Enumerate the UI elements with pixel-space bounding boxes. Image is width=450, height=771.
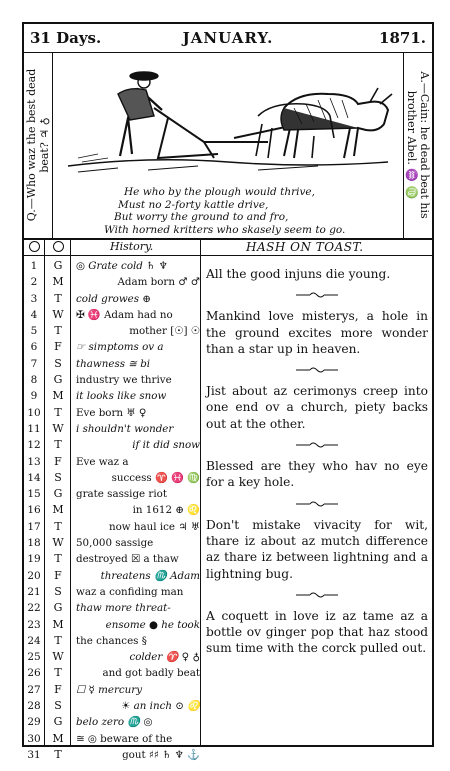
- history-entry: if it did snow: [132, 439, 200, 452]
- illustration-panel: [24, 52, 432, 240]
- day-number: 24: [27, 634, 41, 647]
- day-number: 14: [27, 471, 41, 484]
- day-number: 7: [30, 357, 38, 370]
- table-row: [24, 731, 202, 747]
- table-row: [24, 682, 202, 698]
- separator: [206, 491, 428, 517]
- month-header: [24, 24, 432, 53]
- history-entry: thaw more threat-: [76, 602, 171, 615]
- history-entry: success ♈ ♓ ♍: [111, 471, 200, 484]
- table-row: [24, 519, 202, 535]
- weekday-letter: M: [52, 731, 64, 745]
- table-row: [24, 454, 202, 470]
- history-entry: ☀ an inch ⊙ ♌: [121, 700, 200, 713]
- verse-line: But worry the ground to and fro,: [114, 211, 289, 223]
- saying: All the good injuns die young.: [206, 267, 391, 281]
- day-number: 19: [27, 553, 41, 566]
- weekday-letter: W: [52, 421, 64, 435]
- separator: [206, 432, 428, 458]
- weekday-letter: T: [54, 438, 62, 452]
- weekday-letter: M: [52, 275, 64, 289]
- history-entry: now haul ice ♃ ♅: [108, 520, 200, 533]
- weekday-letter: T: [54, 552, 62, 566]
- weekday-letter: W: [52, 650, 64, 664]
- moon-icon: [53, 241, 64, 252]
- day-number: 29: [27, 716, 41, 729]
- table-row: [24, 486, 202, 502]
- day-number: 22: [27, 602, 41, 615]
- table-row: [24, 307, 202, 323]
- table-row: [24, 339, 202, 355]
- day-number: 13: [27, 455, 41, 468]
- sayings: [202, 258, 432, 657]
- weekday-letter: G: [53, 715, 63, 729]
- history-entry: ☞ simptoms ov a: [76, 341, 164, 354]
- history-entry: the chances §: [76, 634, 147, 647]
- weekday-letter: S: [54, 356, 62, 370]
- weekday-letter: S: [54, 699, 62, 713]
- weekday-letter: S: [54, 584, 62, 598]
- weekday-letter: T: [54, 405, 62, 419]
- history-entry: colder ♈ ♀ ♁: [129, 651, 200, 664]
- weekday-letter: W: [52, 307, 64, 321]
- history-entry: ✠ ♓ Adam had no: [76, 308, 173, 321]
- day-number: 16: [27, 504, 41, 517]
- history-entry: grate sassige riot: [76, 488, 167, 501]
- weekday-letter: W: [52, 536, 64, 550]
- weekday-letter: F: [54, 340, 62, 354]
- history-entry: mother [☉] ☉: [129, 325, 200, 338]
- moon-icon: [29, 241, 40, 252]
- history-entry: 50,000 sassige: [76, 537, 154, 550]
- table-row: [24, 388, 202, 404]
- day-number: 25: [27, 651, 41, 664]
- history-entry: gout ♯♯ ♄ ♆ ⚓: [122, 748, 200, 761]
- table-row: [24, 633, 202, 649]
- table-row: [24, 617, 202, 633]
- history-entry: and got badly beat: [102, 667, 200, 680]
- history-entry: Eve born ♅ ♀: [76, 406, 147, 419]
- saying: Jist about az cerimonys creep into one end ov a church, piety backs out at the other.: [206, 384, 428, 431]
- table-row: [24, 437, 202, 453]
- verse: [104, 186, 384, 236]
- separator: [206, 582, 428, 608]
- table-row: [24, 291, 202, 307]
- table-row: [24, 323, 202, 339]
- weekday-letter: G: [53, 373, 63, 387]
- weekday-letter: F: [54, 454, 62, 468]
- verse-line: With horned kritters who skasely seem to go.: [104, 223, 346, 236]
- history-entry: Adam born ♂ ♂: [117, 276, 200, 289]
- weekday-letter: M: [52, 617, 64, 631]
- saying: Blessed are they who hav no eye for a key hole.: [206, 459, 428, 490]
- saying: A coquett in love iz az tame az a bottle ov ginger pop that haz stood sum time with the corck pulled out.: [206, 608, 428, 656]
- month-title: JANUARY.: [182, 29, 274, 47]
- weekday-letter: F: [54, 682, 62, 696]
- day-number: 23: [27, 618, 41, 631]
- weekday-letter: S: [54, 470, 62, 484]
- history-entry: Eve waz a: [76, 455, 129, 468]
- separator: [206, 282, 428, 308]
- day-number: 31: [27, 748, 41, 761]
- day-number: 6: [30, 341, 38, 354]
- day-number: 4: [30, 308, 38, 321]
- weekday-letter: T: [54, 291, 62, 305]
- day-number: 11: [27, 422, 41, 435]
- almanac-page: [22, 22, 434, 761]
- verse-line: He who by the plough would thrive,: [124, 186, 315, 198]
- table-row: [24, 747, 202, 763]
- table-row: [24, 258, 202, 274]
- separator: [206, 357, 428, 383]
- day-number: 9: [30, 390, 38, 403]
- calendar-table: [24, 238, 432, 761]
- history-entry: in 1612 ⊕ ♌: [132, 504, 200, 517]
- day-number: 17: [27, 520, 41, 533]
- weekday-letter: M: [52, 503, 64, 517]
- weekday-letter: G: [53, 487, 63, 501]
- table-row: [24, 535, 202, 551]
- history-entry: belo zero ♏ ◎: [76, 716, 153, 729]
- table-row: [24, 584, 202, 600]
- day-number: 18: [27, 537, 41, 550]
- weekday-letter: F: [54, 568, 62, 582]
- history-entry: ◎ Grate cold ♄ ♆: [76, 260, 168, 272]
- question-column: [24, 52, 53, 238]
- table-row: [24, 421, 202, 437]
- day-number: 5: [30, 325, 38, 338]
- day-number: 30: [27, 732, 41, 745]
- day-number: 26: [27, 667, 41, 680]
- day-number: 10: [27, 406, 41, 419]
- table-row: [24, 568, 202, 584]
- hash-on-toast-header: HASH ON TOAST.: [246, 240, 364, 254]
- table-row: [24, 551, 202, 567]
- answer-text: A.—Cain: he dead beat his brother Abel. ♒ ♍: [405, 71, 431, 219]
- verse-line: Must no 2-forty kattle drive,: [118, 198, 269, 211]
- history-entry: i shouldn't wonder: [76, 422, 174, 435]
- history-entry: cold growes ⊕: [76, 292, 151, 305]
- day-rows: [24, 258, 202, 763]
- weekday-letter: T: [54, 633, 62, 647]
- history-entry: threatens ♏ Adam: [100, 569, 200, 582]
- ploughing-illustration: [58, 58, 398, 178]
- day-number: 27: [27, 683, 41, 696]
- day-number: 1: [30, 260, 38, 272]
- history-entry: ensome ● he took: [105, 618, 200, 631]
- day-number: 15: [27, 488, 41, 501]
- weekday-letter: M: [52, 389, 64, 403]
- days-count: 31 Days.: [30, 29, 102, 47]
- weekday-letter: T: [54, 519, 62, 533]
- day-number: 28: [27, 700, 41, 713]
- table-row: [24, 405, 202, 421]
- saying: Mankind love misterys, a hole in the ground excites more wonder than a star up in heaven.: [206, 309, 428, 356]
- table-row: [24, 665, 202, 681]
- history-entry: thawness ≅ bi: [76, 357, 151, 370]
- weekday-letter: T: [54, 747, 62, 761]
- table-row: [24, 698, 202, 714]
- history-entry: ☐ ☿ mercury: [76, 683, 143, 696]
- history-entry: it looks like snow: [76, 390, 167, 403]
- weekday-letter: G: [53, 259, 63, 272]
- table-row: [24, 274, 202, 290]
- history-header: History.: [110, 240, 154, 253]
- weekday-letter: G: [53, 601, 63, 615]
- day-number: 21: [27, 585, 41, 598]
- history-entry: destroyed ☒ a thaw: [76, 553, 179, 566]
- year: 1871.: [379, 29, 426, 47]
- saying: Don't mistake vivacity for wit, thare iz about az mutch difference az thare iz between lightning and a lightning bug.: [206, 517, 428, 581]
- table-row: [24, 600, 202, 616]
- history-entry: ≅ ◎ beware of the: [76, 732, 173, 745]
- answer-column: [403, 52, 432, 238]
- history-entry: industry we thrive: [76, 374, 172, 387]
- weekday-letter: T: [54, 324, 62, 338]
- table-row: [24, 372, 202, 388]
- table-row: [24, 714, 202, 730]
- weekday-letter: T: [54, 666, 62, 680]
- day-number: 12: [27, 439, 41, 452]
- day-number: 8: [30, 374, 38, 387]
- day-number: 3: [30, 292, 38, 305]
- table-row: [24, 470, 202, 486]
- day-number: 20: [27, 569, 41, 582]
- table-row: [24, 649, 202, 665]
- table-row: [24, 356, 202, 372]
- column-headers: [24, 238, 432, 256]
- day-number: 2: [30, 276, 38, 289]
- question-text: Q.—Who waz the best dead beat? ♃ ♁: [25, 68, 51, 222]
- history-entry: waz a confiding man: [76, 585, 184, 598]
- table-row: [24, 502, 202, 518]
